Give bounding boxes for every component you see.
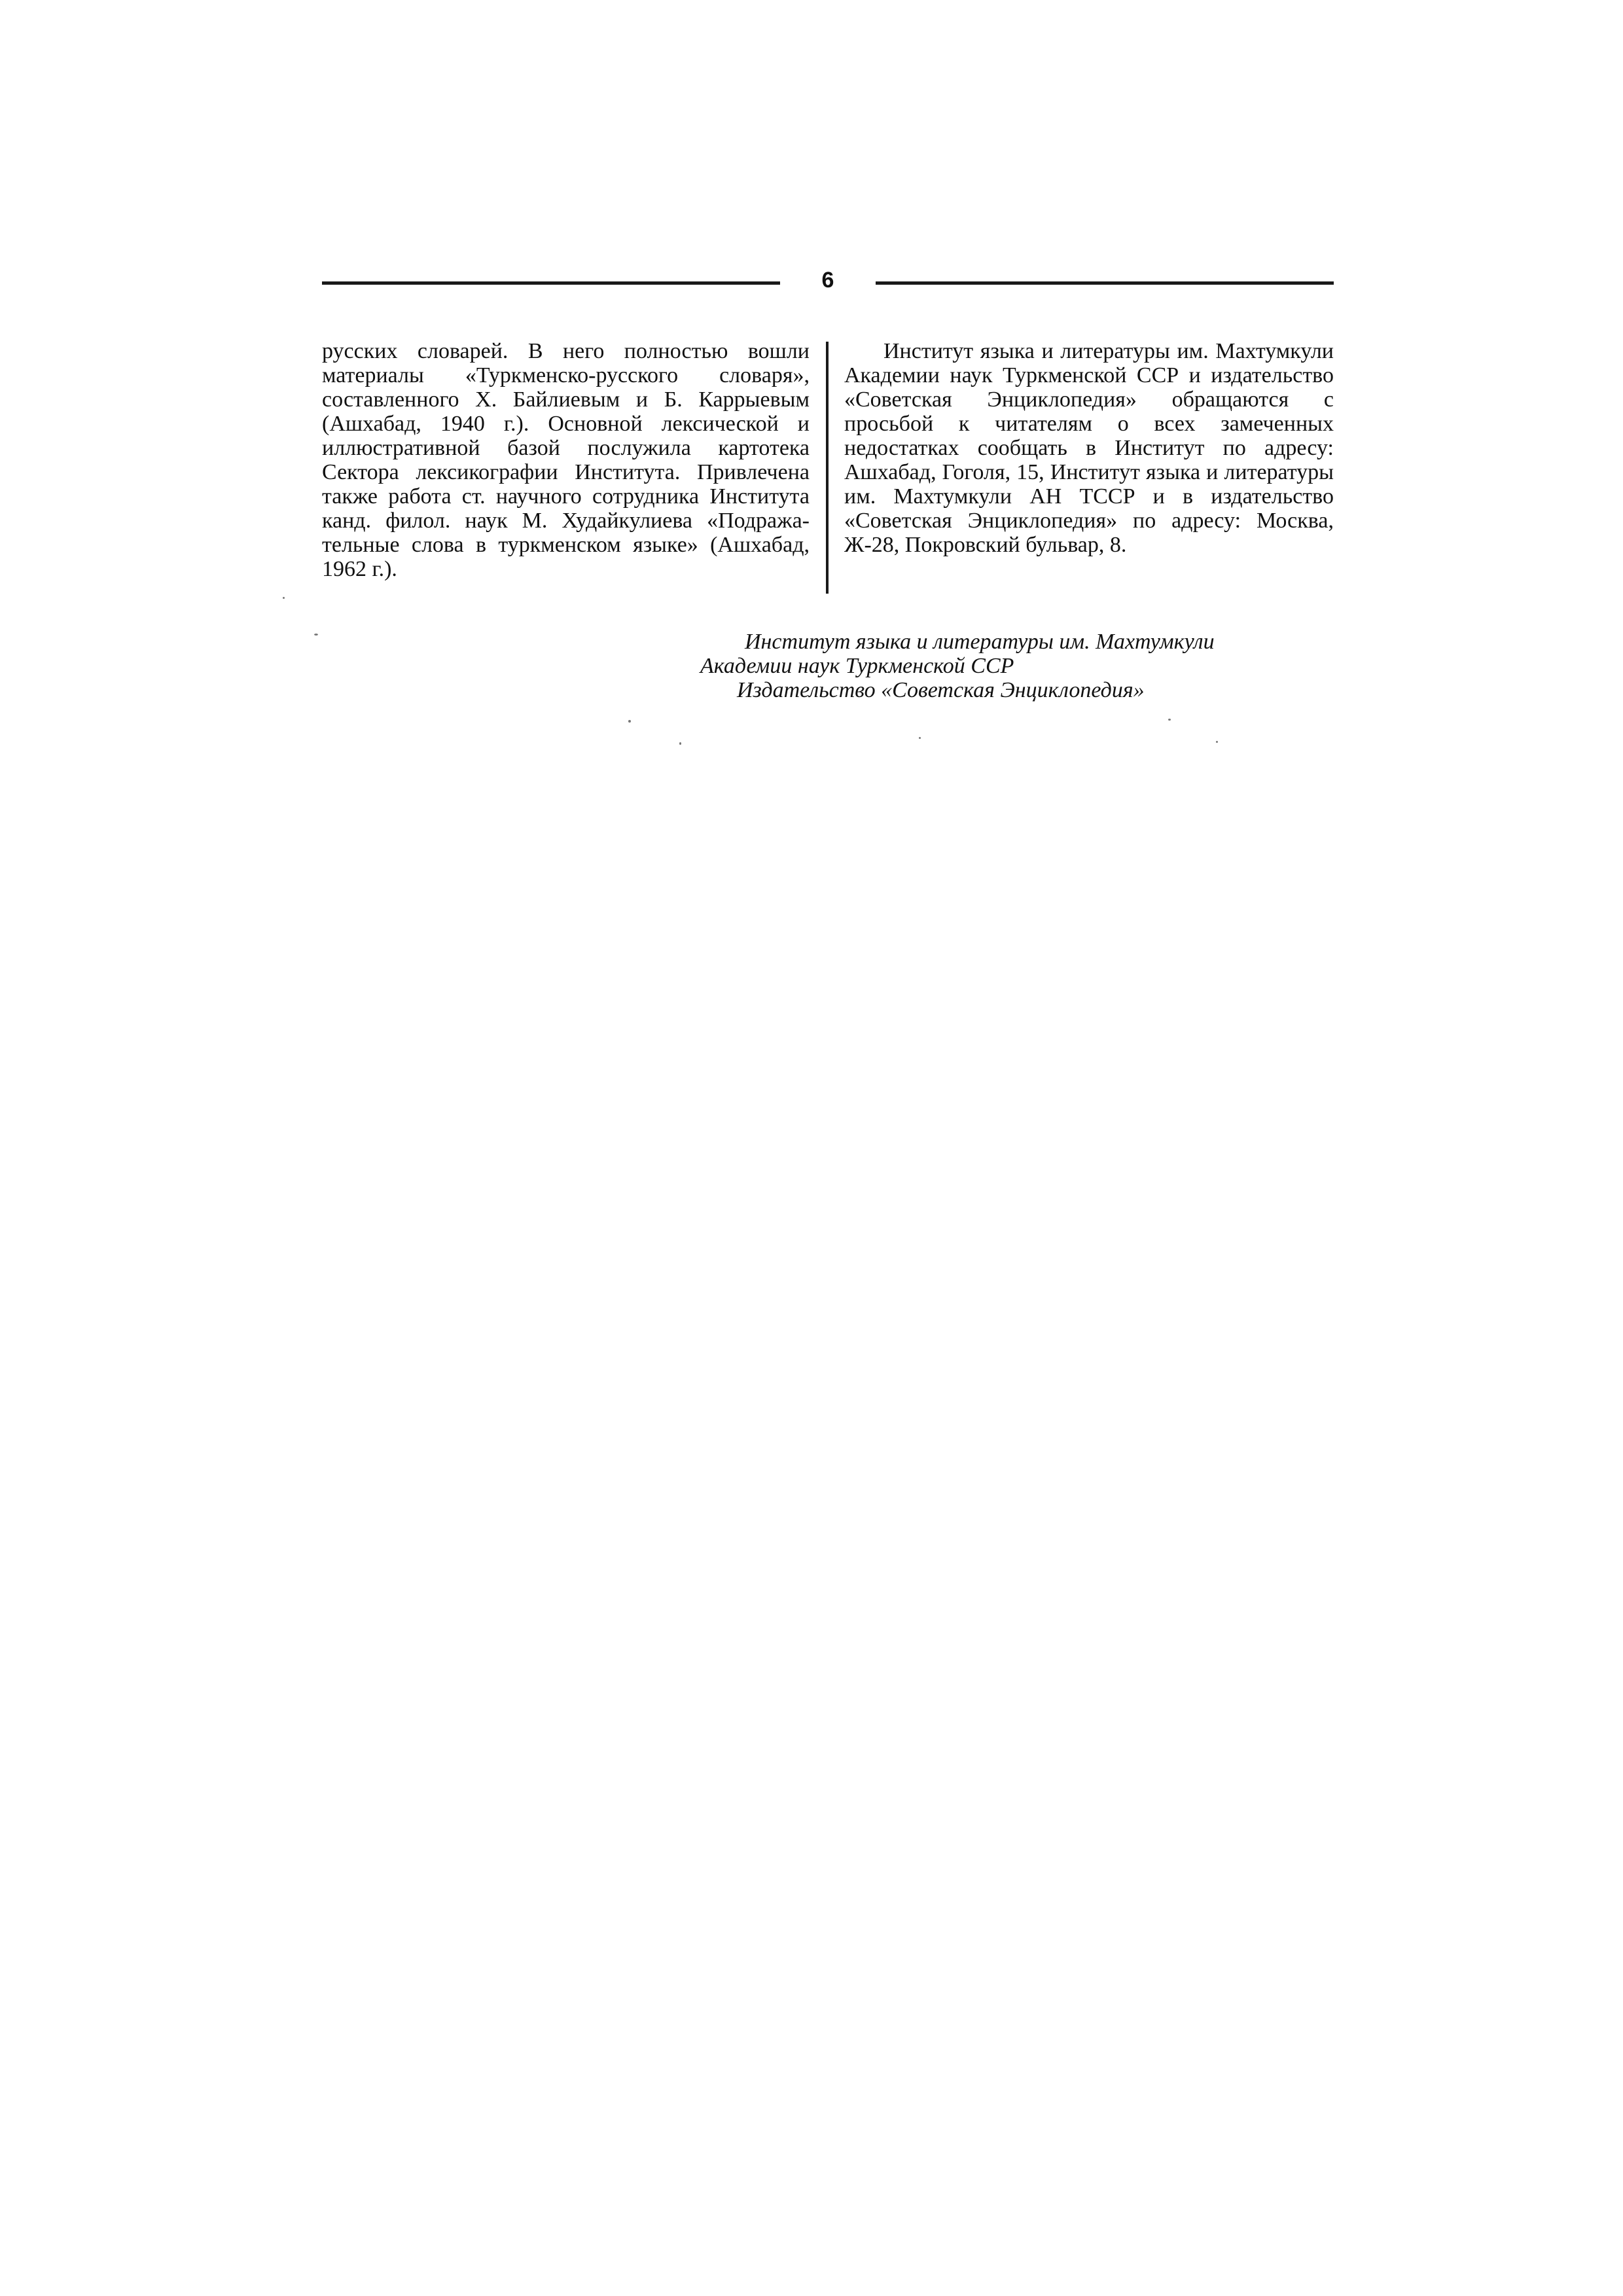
scan-speck — [679, 742, 681, 745]
left-column — [322, 339, 810, 581]
column-divider — [826, 342, 829, 594]
left-column-paragraph: русских словарей. В него полностью вошли материалы «Туркменско-русского словаря», составленного Х. Байлиевым и Б. Каррыевым (Ашхабад, 1940 г.). Основной лексической и иллюстративной базой послужила картотека Сектора лексикографии Института. Привлечена также работа ст. научного сотрудника Института канд. филол. наук М. Худайкулиева «Подражательные слова в туркменском языке» (Ашхабад, 1962 г.). — [322, 339, 810, 581]
scan-speck — [314, 634, 318, 636]
scan-speck — [628, 720, 631, 723]
scan-speck — [1168, 719, 1171, 721]
imprint-line-academy: Академии наук Туркменской ССР — [700, 654, 1014, 678]
scan-speck — [919, 737, 921, 739]
page-number: 6 — [821, 268, 834, 293]
scan-speck — [1216, 741, 1218, 743]
right-column — [844, 339, 1334, 557]
header-rule-left — [322, 281, 780, 285]
right-column-paragraph: Институт языка и литературы им. Махтумкули Академии наук Туркменской ССР и издательство «Советская Энциклопедия» обращаются с просьбой к читателям о всех замеченных недостатках сообщать в Институт по адресу: Ашхабад, Гоголя, 15, Институт языка и литературы им. Махтумкули АН ТССР и в издательство «Советская Энциклопедия» по адресу: Москва, Ж-28, Покровский бульвар, 8. — [844, 339, 1334, 557]
imprint-line-publisher: Издательство «Советская Энциклопедия» — [737, 678, 1145, 702]
imprint-line-institute: Институт языка и литературы им. Махтумкули — [745, 630, 1215, 654]
imprint-block — [700, 630, 1355, 702]
scan-speck — [283, 597, 285, 599]
header-rule-right — [876, 281, 1334, 285]
